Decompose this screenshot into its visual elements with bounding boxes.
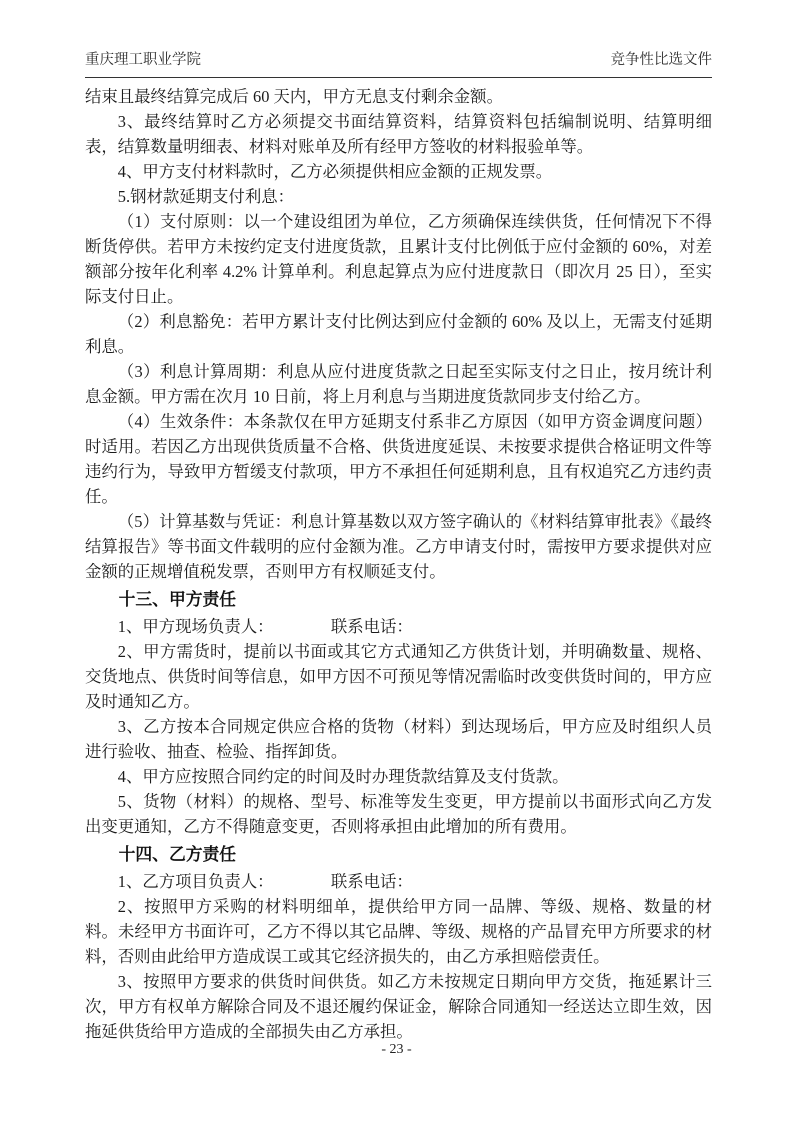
page-header: [85, 50, 712, 78]
page-footer: [0, 1042, 793, 1058]
section-heading-14-party-b-responsibility: 十四、乙方责任: [118, 845, 237, 864]
paragraph-payment-principle: （1）支付原则：以一个建设组团为单位，乙方须确保连续供货，任何情况下不得断货停供。若甲方未按约定支付进度货款，且累计支付比例低于应付金额的 60%，对差额部分按年化利率 4.2% 计算单利。利息起算点为应付进度款日（即次月 25 日），至实际支付日止。: [85, 212, 712, 306]
paragraph-party-b-delivery-time: 3、按照甲方要求的供货时间供货。如乙方未按规定日期向甲方交货，拖延累计三次，甲方有权单方解除合同及不退还履约保证金，解除合同通知一经送达立即生效，因拖延供货给甲方造成的全部损失由乙方承担。: [85, 972, 712, 1041]
paragraph-party-a-demand-notice: 2、甲方需货时，提前以书面或其它方式通知乙方供货计划，并明确数量、规格、交货地点、供货时间等信息，如甲方因不可预见等情况需临时改变供货时间的，甲方应及时通知乙方。: [85, 642, 712, 711]
paragraph-party-a-payment-duty: 4、甲方应按照合同约定的时间及时办理货款结算及支付货款。: [117, 767, 569, 786]
paragraph-party-b-contact-line: 1、乙方项目负责人： 联系电话：: [117, 872, 413, 891]
paragraph-party-a-contact-line: 1、甲方现场负责人： 联系电话：: [117, 617, 413, 636]
paragraph-effective-condition: （4）生效条件：本条款仅在甲方延期支付系非乙方原因（如甲方资金调度问题）时适用。若因乙方出现供货质量不合格、供货进度延误、未按要求提供合格证明文件等违约行为，导致甲方暂缓支付款项，甲方不承担任何延期利息，且有权追究乙方违约责任。: [85, 412, 712, 506]
header-right-title: 竞争性比选文件: [610, 52, 712, 68]
paragraph-steel-interest-title: 5.钢材款延期支付利息：: [117, 187, 294, 206]
paragraph-interest-exemption: （2）利息豁免：若甲方累计支付比例达到应付金额的 60% 及以上，无需支付延期利息。: [85, 312, 712, 356]
paragraph-calculation-basis: （5）计算基数与凭证：利息计算基数以双方签字确认的《材料结算审批表》《最终结算报告》等书面文件载明的应付金额为准。乙方申请支付时，需按甲方要求提供对应金额的正规增值税发票，否则甲方有权顺延支付。: [85, 512, 712, 581]
paragraph-party-a-acceptance: 3、乙方按本合同规定供应合格的货物（材料）到达现场后，甲方应及时组织人员进行验收、抽查、检验、指挥卸货。: [85, 717, 712, 761]
paragraph-party-a-change-notice: 5、货物（材料）的规格、型号、标准等发生变更，甲方提前以书面形式向乙方发出变更通知，乙方不得随意变更，否则将承担由此增加的所有费用。: [85, 792, 712, 836]
document-body: [85, 84, 712, 1044]
section-heading-13-party-a-responsibility: 十三、甲方责任: [118, 590, 237, 609]
paragraph-continuation: 结束且最终结算完成后 60 天内，甲方无息支付剩余金额。: [85, 87, 503, 106]
paragraph-party-b-material-list: 2、按照甲方采购的材料明细单，提供给甲方同一品牌、等级、规格、数量的材料。未经甲方书面许可，乙方不得以其它品牌、等级、规格的产品冒充甲方所要求的材料，否则由此给甲方造成误工或其它经济损失的，由乙方承担赔偿责任。: [85, 897, 712, 966]
page-number: - 23 -: [381, 1042, 412, 1057]
paragraph-settlement-materials: 3、最终结算时乙方必须提交书面结算资料，结算资料包括编制说明、结算明细表，结算数量明细表、材料对账单及所有经甲方签收的材料报验单等。: [85, 112, 712, 156]
paragraph-interest-cycle: （3）利息计算周期：利息从应付进度货款之日起至实际支付之日止，按月统计利息金额。甲方需在次月 10 日前，将上月利息与当期进度货款同步支付给乙方。: [85, 362, 712, 406]
paragraph-invoice-requirement: 4、甲方支付材料款时，乙方必须提供相应金额的正规发票。: [117, 162, 553, 181]
header-left-title: 重庆理工职业学院: [85, 52, 201, 68]
